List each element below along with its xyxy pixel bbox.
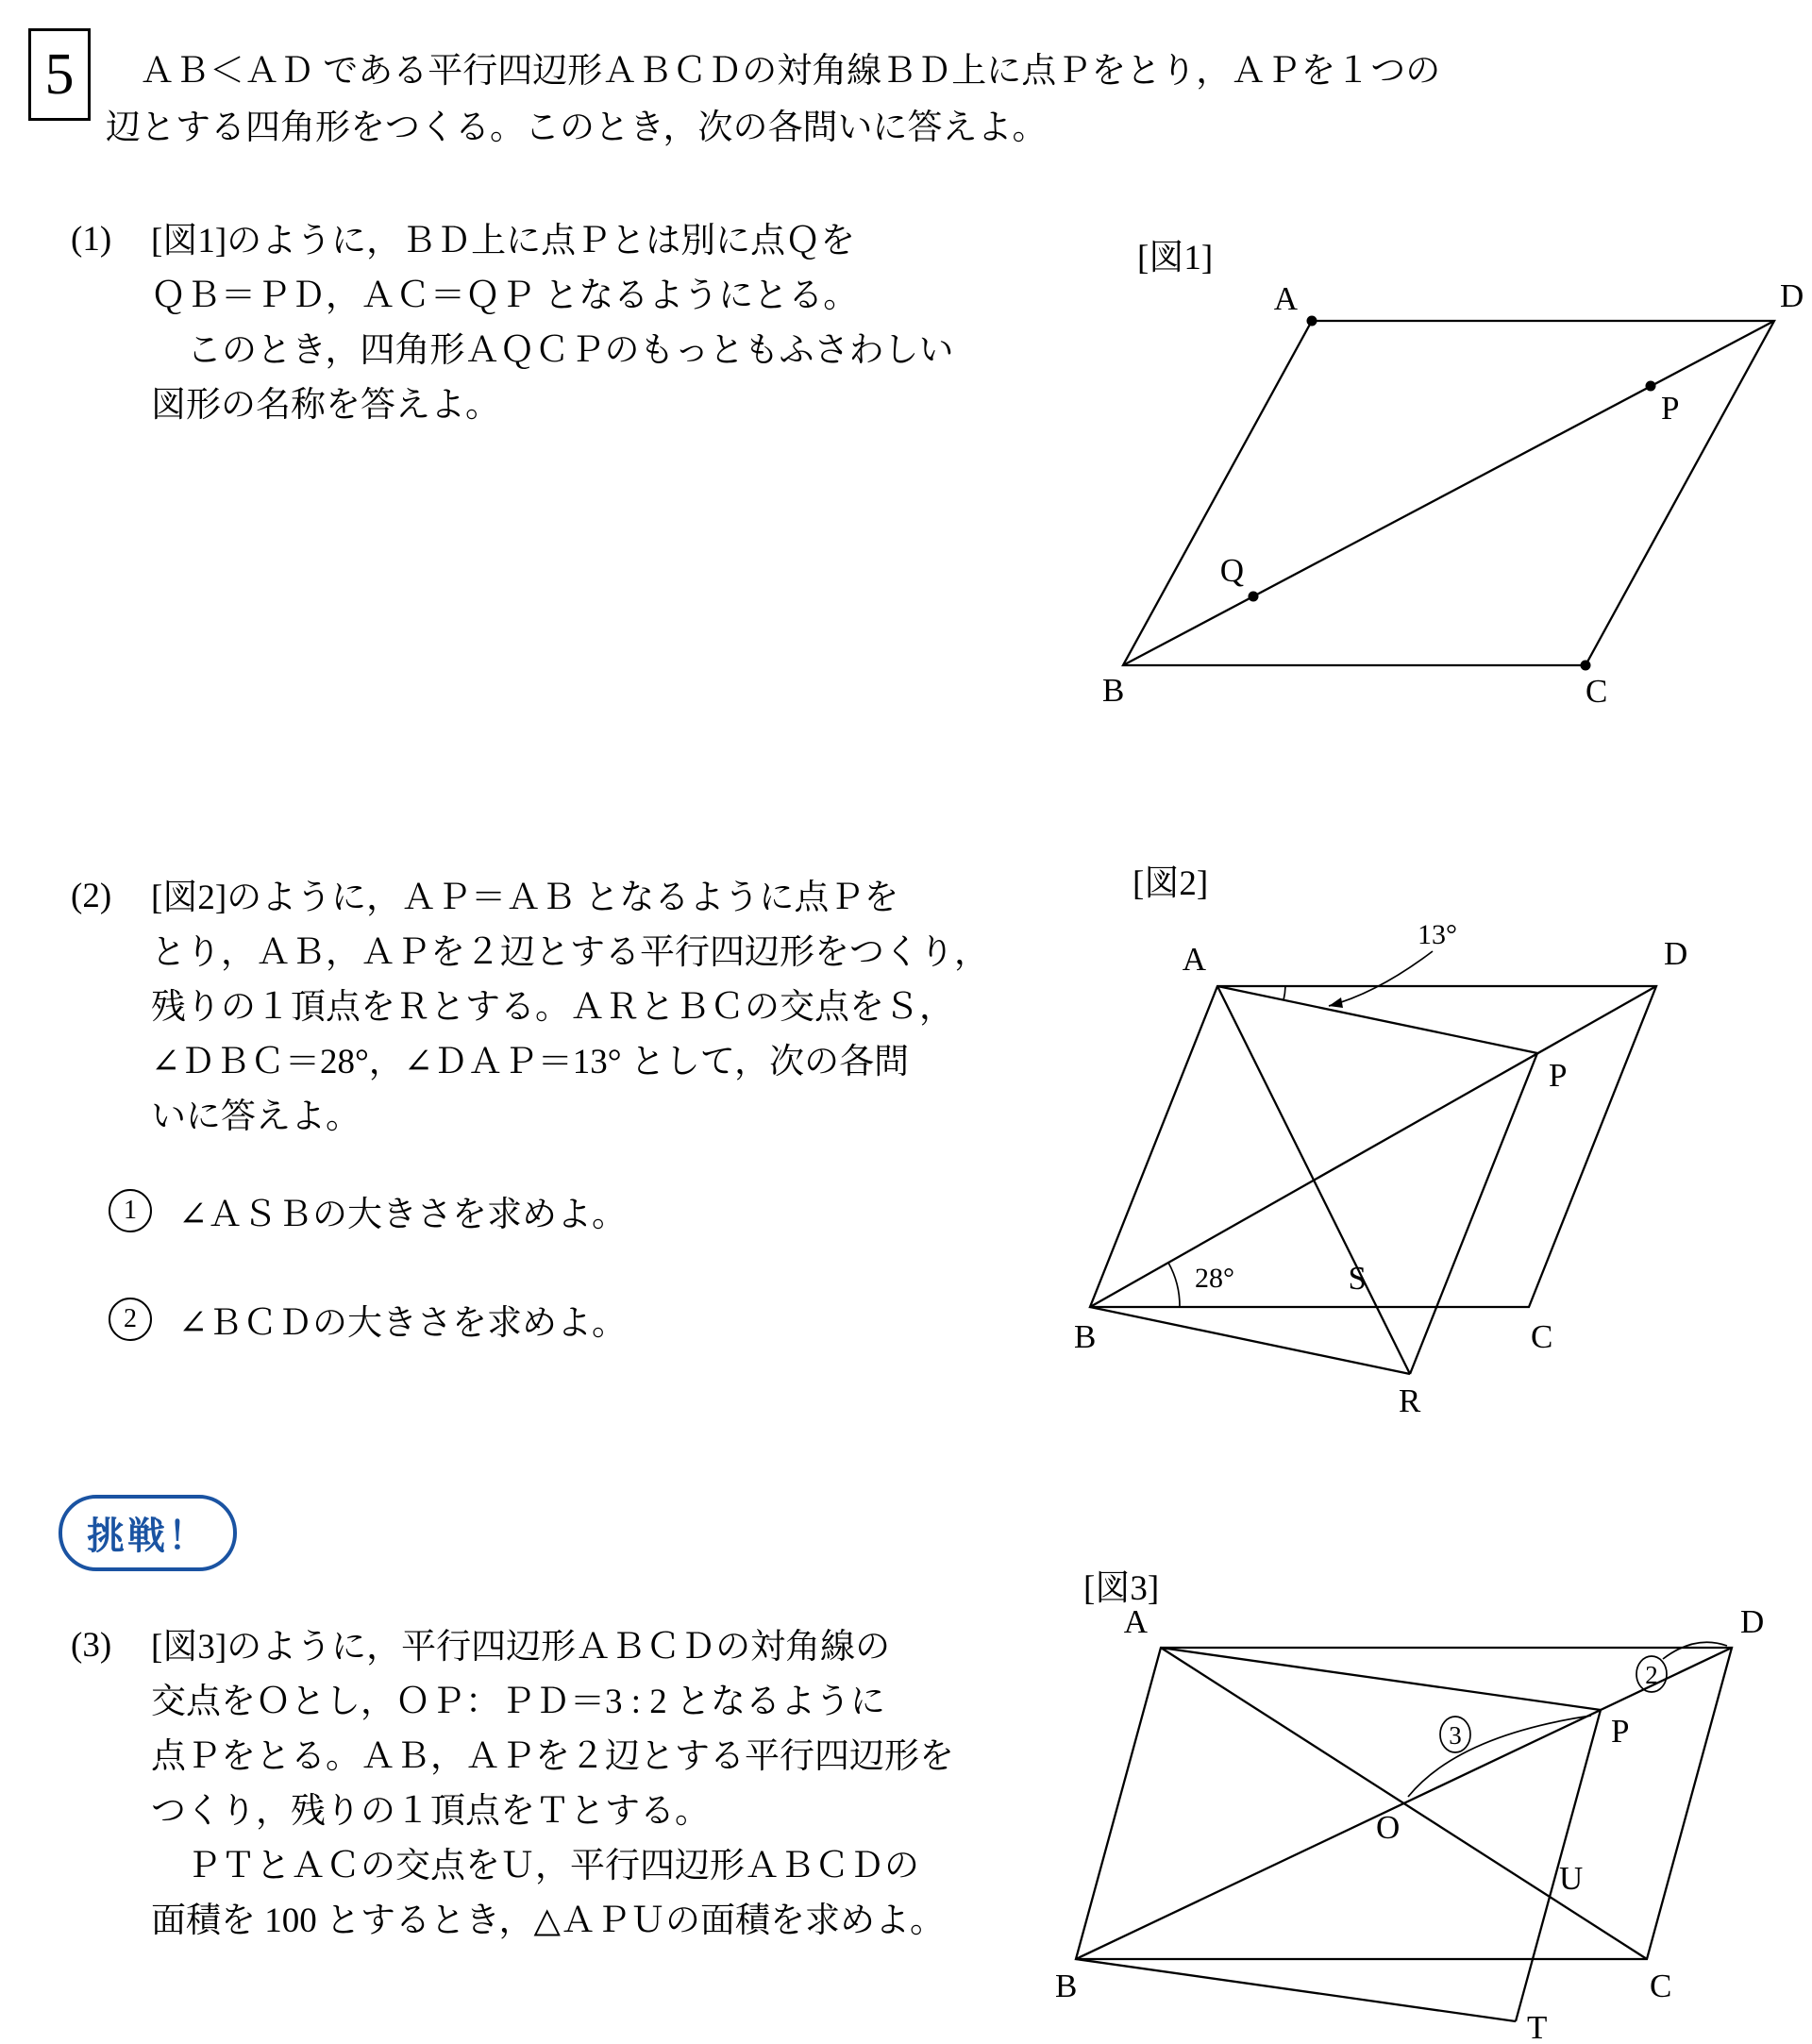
fig2-label-d: D xyxy=(1664,935,1688,972)
q3-line-5: ＰＴとＡＣの交点をＵ，平行四辺形ＡＢＣＤの xyxy=(151,1847,919,1885)
problem-number-box xyxy=(28,28,91,121)
fig3-label-u: U xyxy=(1559,1860,1584,1897)
fig1-label-d: D xyxy=(1780,277,1804,314)
fig3-label-t: T xyxy=(1527,2009,1548,2042)
fig2-angle-dap-arc xyxy=(1284,986,1285,1000)
q1-line-3: このとき，四角形ＡＱＣＰのもっともふさわしい xyxy=(187,331,954,370)
q2-sub1-text: ∠ＡＳＢの大きさを求めよ。 xyxy=(178,1196,628,1234)
fig2-angle-dap-value: 13° xyxy=(1418,919,1457,950)
q1-line-2: ＱＢ＝ＰＤ，ＡＣ＝ＱＰ となるようにとる。 xyxy=(151,276,859,315)
fig1-parallelogram-diagram xyxy=(1076,264,1812,708)
fig3-ratio-pd-leader xyxy=(1663,1642,1727,1659)
fig2-segment-br xyxy=(1090,1307,1410,1374)
fig2-angle-leader-arrow xyxy=(1329,951,1433,1006)
fig1-label-p: P xyxy=(1661,390,1680,427)
fig3-label-a: A xyxy=(1123,1603,1148,1640)
fig2-segment-ar xyxy=(1217,986,1410,1374)
fig1-label-q: Q xyxy=(1219,552,1244,589)
fig1-point-p-dot xyxy=(1646,381,1656,392)
q2-line-5: いに答えよ。 xyxy=(151,1097,361,1136)
fig1-caption: [図1] xyxy=(1137,239,1214,277)
fig1-label-c: C xyxy=(1586,673,1608,708)
q2-line-2: とり，ＡＢ，ＡＰを２辺とする平行四辺形をつくり， xyxy=(151,933,989,972)
q3-line-2: 交点をＯとし，ＯＰ：ＰＤ＝3 : 2 となるように xyxy=(151,1683,886,1721)
statement-line-2: 辺とする四角形をつくる。このとき，次の各問いに答えよ。 xyxy=(106,109,1048,147)
q2-sub2-text: ∠ＢＣＤの大きさを求めよ。 xyxy=(178,1304,628,1343)
fig1-point-a-dot xyxy=(1307,316,1317,327)
fig3-diagonal-bd xyxy=(1076,1648,1732,1959)
fig2-caption: [図2] xyxy=(1132,864,1209,903)
fig2-label-c: C xyxy=(1531,1318,1553,1355)
q2-line-4: ∠ＤＢＣ＝28°，∠ＤＡＰ＝13° として，次の各問 xyxy=(151,1043,910,1081)
fig3-caption: [図3] xyxy=(1083,1569,1160,1608)
q3-line-1: [図3]のように，平行四辺形ＡＢＣＤの対角線の xyxy=(151,1628,891,1667)
statement-line-1: ＡＢ＜ＡＤ である平行四辺形ＡＢＣＤの対角線ＢＤ上に点Ｐをとり，ＡＰを１つの xyxy=(140,52,1441,91)
fig3-label-o: O xyxy=(1376,1809,1401,1846)
fig3-segment-ap xyxy=(1161,1648,1601,1710)
fig3-label-p: P xyxy=(1611,1713,1630,1750)
fig3-segment-pt xyxy=(1516,1710,1601,2021)
fig2-label-a: A xyxy=(1182,941,1206,978)
q2-subquestion-1 xyxy=(109,1185,627,1236)
q2-line-1: [図2]のように，ＡＰ＝ＡＢ となるように点Ｐを xyxy=(151,879,899,917)
fig2-segment-pr xyxy=(1410,1053,1537,1374)
q1-line-4: 図形の名称を答えよ。 xyxy=(151,386,500,425)
fig1-point-q-dot xyxy=(1249,592,1259,602)
q1-line-1: [図1]のように，ＢＤ上に点Ｐとは別に点Ｑを xyxy=(151,222,856,260)
q2-subquestion-2 xyxy=(109,1294,627,1345)
fig2-arrowhead-icon xyxy=(1329,997,1343,1008)
q2-marker: (2) xyxy=(71,877,112,915)
fig2-angle-dbc-arc xyxy=(1168,1263,1180,1307)
fig1-point-c-dot xyxy=(1581,661,1591,671)
fig2-angle-dbc-value: 28° xyxy=(1195,1263,1234,1294)
fig3-segment-bt xyxy=(1076,1959,1516,2021)
fig3-ratio-op-value: 3 xyxy=(1449,1721,1462,1750)
q3-marker: (3) xyxy=(71,1626,112,1665)
fig1-label-a: A xyxy=(1273,280,1298,317)
q2-line-3: 残りの１頂点をＲとする。ＡＲとＢＣの交点をＳ， xyxy=(151,988,954,1027)
fig3-label-b: B xyxy=(1055,1968,1078,2004)
challenge-badge: 挑戦！ xyxy=(59,1495,237,1571)
fig3-label-d: D xyxy=(1740,1603,1765,1640)
fig2-segment-ap xyxy=(1217,986,1537,1053)
fig1-diagonal-bd xyxy=(1123,321,1774,665)
problem-number: 5 xyxy=(44,42,75,107)
fig2-diagonal-bd xyxy=(1090,986,1656,1307)
fig2-label-r: R xyxy=(1399,1382,1421,1419)
fig3-parallelogram-diagram xyxy=(1029,1599,1793,2042)
fig2-label-p: P xyxy=(1549,1057,1568,1094)
q3-line-4: つくり，残りの１頂点をＴとする。 xyxy=(151,1792,710,1831)
q3-line-3: 点Ｐをとる。ＡＢ，ＡＰを２辺とする平行四辺形を xyxy=(151,1737,954,1776)
fig1-label-b: B xyxy=(1102,672,1125,708)
q2-sub1-circled-number: 1 xyxy=(109,1189,152,1232)
fig3-ratio-pd-value: 2 xyxy=(1645,1661,1658,1689)
q1-marker: (1) xyxy=(71,220,112,259)
fig2-label-b: B xyxy=(1074,1318,1097,1355)
q3-line-6: 面積を 100 とするとき，△ＡＰＵの面積を求めよ。 xyxy=(151,1902,945,1940)
fig3-label-c: C xyxy=(1650,1968,1672,2004)
fig2-label-s: S xyxy=(1348,1260,1367,1297)
q2-sub2-circled-number: 2 xyxy=(109,1298,152,1341)
fig2-parallelogram-diagram xyxy=(1066,896,1803,1510)
